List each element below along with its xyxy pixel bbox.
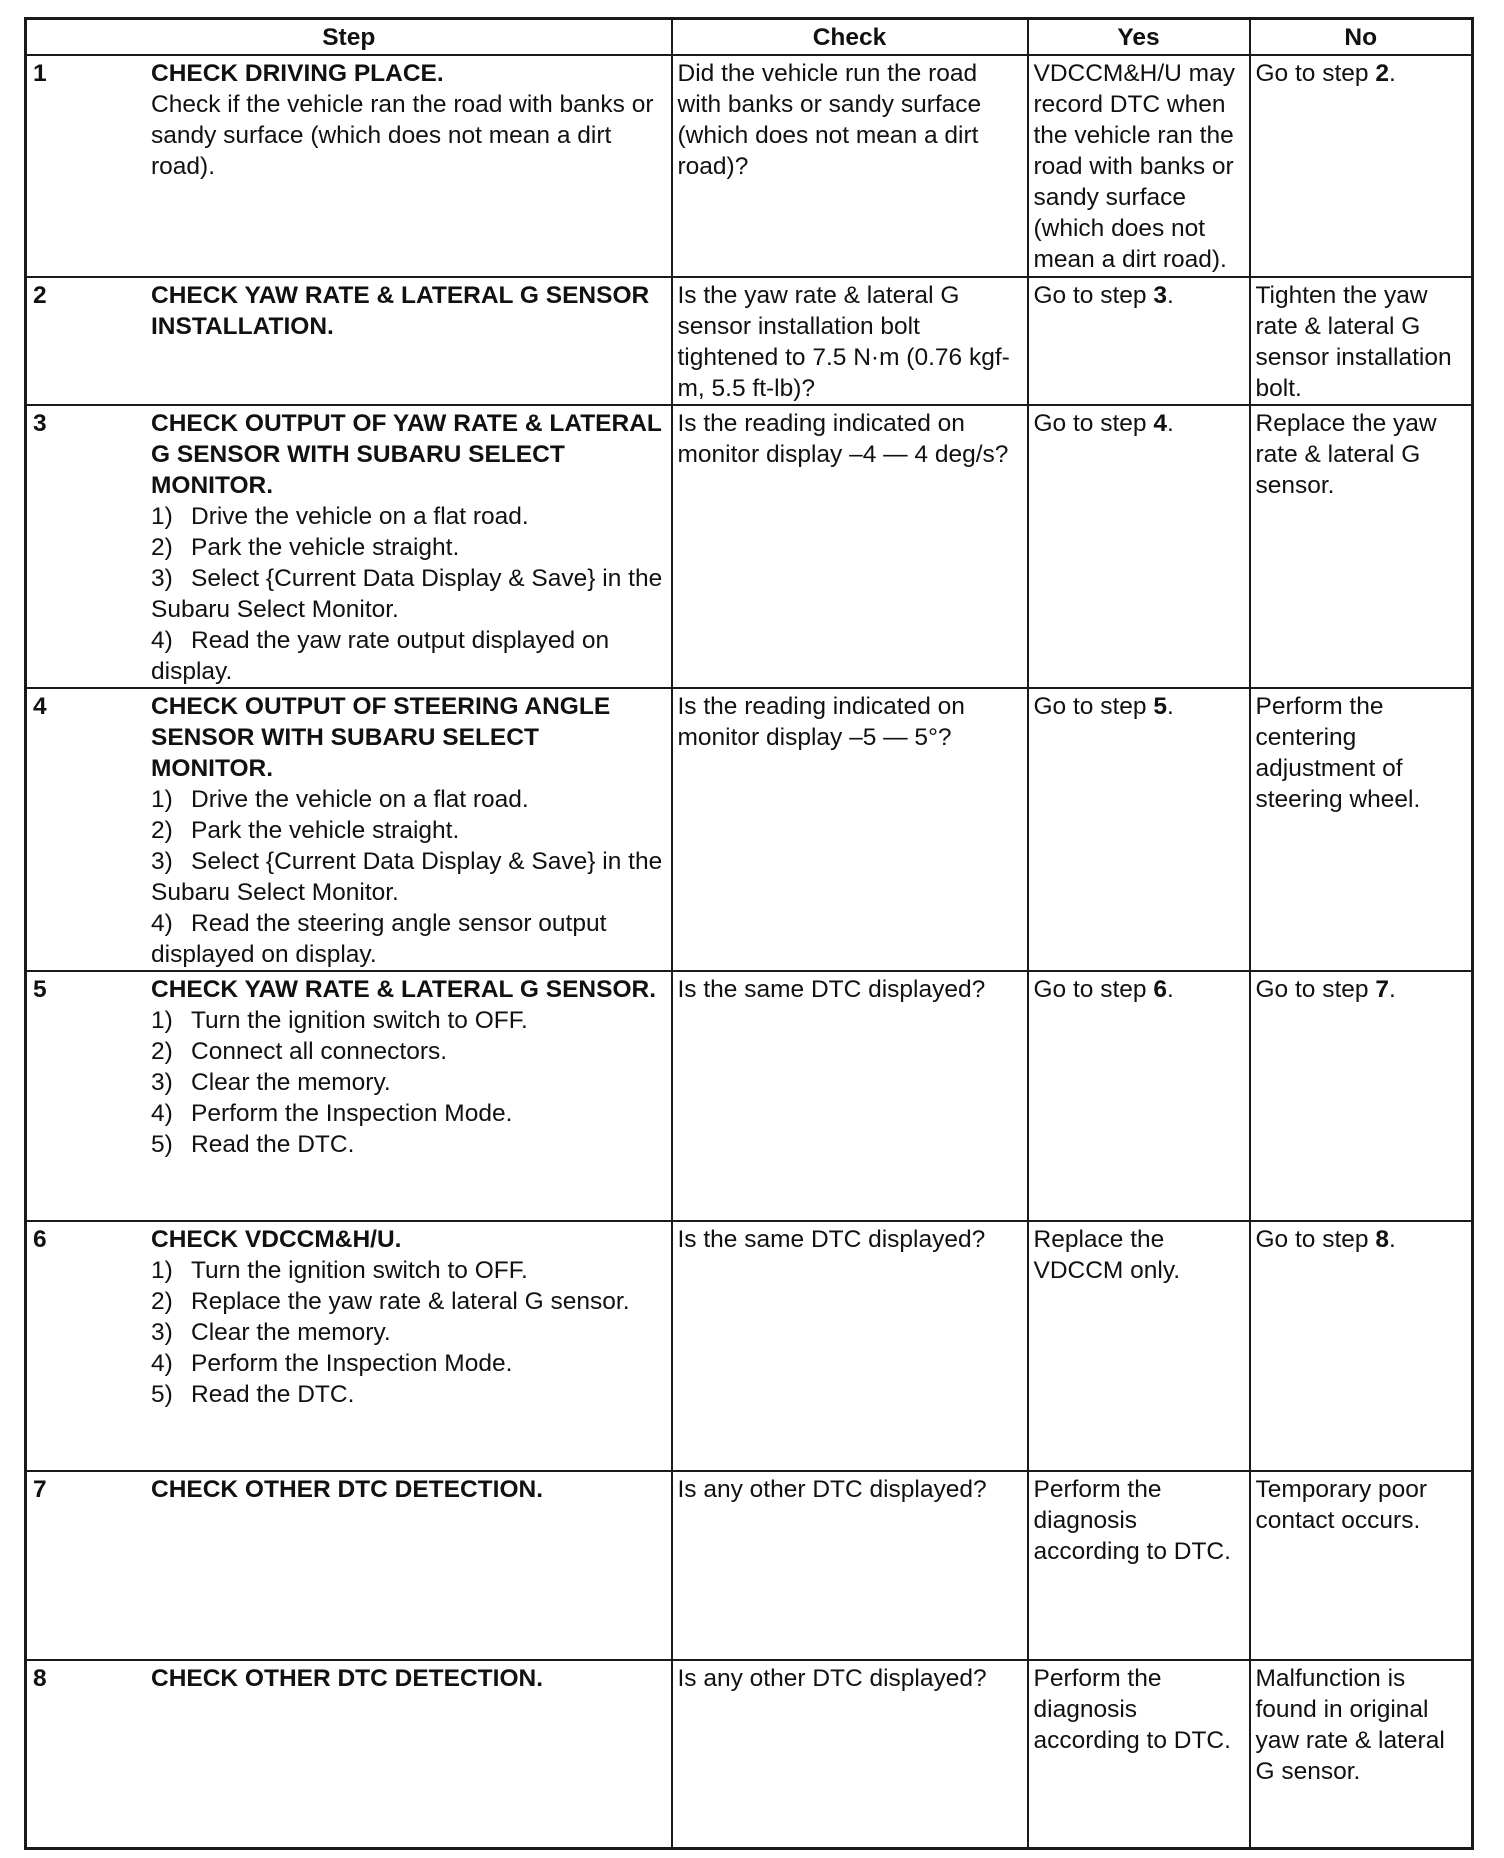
step-title: CHECK OUTPUT OF STEERING ANGLE SENSOR WITH SUBARU SELECT MONITOR. <box>151 693 611 782</box>
step-cell <box>26 1221 672 1471</box>
yes-suffix: . <box>1167 976 1174 1003</box>
no-suffix: . <box>1389 976 1396 1003</box>
step-cell <box>26 688 672 971</box>
yes-step-ref: 3 <box>1153 282 1167 309</box>
substep: 1) Drive the vehicle on a flat road. <box>151 503 529 530</box>
step-title: CHECK OTHER DTC DETECTION. <box>151 1665 543 1692</box>
no-step-ref: 2 <box>1375 60 1389 87</box>
check-cell: Is the same DTC displayed? <box>672 1221 1028 1471</box>
substep: 2) Park the vehicle straight. <box>151 817 460 844</box>
step-number: 6 <box>33 1226 47 1253</box>
step-cell <box>26 405 672 688</box>
step-cell <box>26 1660 672 1848</box>
substep: 4) Perform the Inspection Mode. <box>151 1350 513 1377</box>
check-cell: Is any other DTC displayed? <box>672 1471 1028 1660</box>
header-check: Check <box>672 19 1028 56</box>
no-cell <box>1250 971 1473 1221</box>
substep: 1) Turn the ignition switch to OFF. <box>151 1257 528 1284</box>
step-cell <box>26 55 672 277</box>
step-title: CHECK YAW RATE & LATERAL G SENSOR INSTALLATION. <box>151 282 650 340</box>
step-cell <box>26 1471 672 1660</box>
yes-suffix: . <box>1167 693 1174 720</box>
check-cell: Is the yaw rate & lateral G sensor installation bolt tightened to 7.5 N·m (0.76 kgf-m, 5.5 ft-lb)? <box>672 277 1028 405</box>
check-cell: Is the reading indicated on monitor display –5 — 5°? <box>672 688 1028 971</box>
table-row <box>26 1660 1473 1848</box>
yes-cell: Perform the diagnosis according to DTC. <box>1028 1660 1250 1848</box>
substep: 3) Select {Current Data Display & Save} in the Subaru Select Monitor. <box>151 848 663 906</box>
yes-text: Go to step <box>1033 282 1154 309</box>
substep: 3) Select {Current Data Display & Save} in the Subaru Select Monitor. <box>151 565 663 623</box>
yes-text: Go to step <box>1033 410 1154 437</box>
step-number: 4 <box>33 693 47 720</box>
no-text: Go to step <box>1255 976 1376 1003</box>
substep: 2) Replace the yaw rate & lateral G sensor. <box>151 1288 630 1315</box>
yes-cell <box>1028 277 1250 405</box>
header-row <box>26 19 1473 56</box>
no-cell: Malfunction is found in original yaw rate & lateral G sensor. <box>1250 1660 1473 1848</box>
substep: 4) Read the steering angle sensor output displayed on display. <box>151 910 607 968</box>
yes-cell: VDCCM&H/U may record DTC when the vehicle ran the road with banks or sandy surface (which does not mean a dirt road). <box>1028 55 1250 277</box>
yes-cell <box>1028 688 1250 971</box>
table-row <box>26 1221 1473 1471</box>
yes-cell: Perform the diagnosis according to DTC. <box>1028 1471 1250 1660</box>
no-cell: Temporary poor contact occurs. <box>1250 1471 1473 1660</box>
table-row <box>26 1471 1473 1660</box>
substep: 4) Read the yaw rate output displayed on display. <box>151 627 610 685</box>
table-row <box>26 55 1473 277</box>
yes-step-ref: 6 <box>1153 976 1167 1003</box>
substep: 3) Clear the memory. <box>151 1069 391 1096</box>
check-cell: Is the reading indicated on monitor display –4 — 4 deg/s? <box>672 405 1028 688</box>
table-row <box>26 405 1473 688</box>
yes-suffix: . <box>1167 410 1174 437</box>
no-suffix: . <box>1389 1226 1396 1253</box>
check-cell: Is any other DTC displayed? <box>672 1660 1028 1848</box>
yes-suffix: . <box>1167 282 1174 309</box>
step-title: CHECK OTHER DTC DETECTION. <box>151 1476 543 1503</box>
substep: 2) Park the vehicle straight. <box>151 534 460 561</box>
diagnostic-table <box>24 17 1474 1850</box>
step-number: 8 <box>33 1665 47 1692</box>
step-cell <box>26 277 672 405</box>
yes-step-ref: 5 <box>1153 693 1167 720</box>
no-step-ref: 8 <box>1375 1226 1389 1253</box>
substep: 2) Connect all connectors. <box>151 1038 448 1065</box>
no-suffix: . <box>1389 60 1396 87</box>
step-title: CHECK YAW RATE & LATERAL G SENSOR. <box>151 976 657 1003</box>
step-number: 7 <box>33 1476 47 1503</box>
no-cell: Replace the yaw rate & lateral G sensor. <box>1250 405 1473 688</box>
check-cell: Did the vehicle run the road with banks or sandy surface (which does not mean a dirt road)? <box>672 55 1028 277</box>
step-number: 1 <box>33 60 47 87</box>
substep: 4) Perform the Inspection Mode. <box>151 1100 513 1127</box>
no-cell: Tighten the yaw rate & lateral G sensor installation bolt. <box>1250 277 1473 405</box>
no-step-ref: 7 <box>1375 976 1389 1003</box>
table-row <box>26 277 1473 405</box>
step-title: CHECK OUTPUT OF YAW RATE & LATERAL G SENSOR WITH SUBARU SELECT MONITOR. <box>151 410 662 499</box>
step-title: CHECK DRIVING PLACE. <box>151 60 444 87</box>
step-description: Check if the vehicle ran the road with banks or sandy surface (which does not mean a dirt road). <box>151 91 654 180</box>
no-text: Go to step <box>1255 1226 1376 1253</box>
step-number: 3 <box>33 410 47 437</box>
step-cell <box>26 971 672 1221</box>
header-yes: Yes <box>1028 19 1250 56</box>
step-title: CHECK VDCCM&H/U. <box>151 1226 402 1253</box>
substep: 5) Read the DTC. <box>151 1131 355 1158</box>
no-cell <box>1250 1221 1473 1471</box>
step-number: 5 <box>33 976 47 1003</box>
yes-step-ref: 4 <box>1153 410 1167 437</box>
substep: 1) Turn the ignition switch to OFF. <box>151 1007 528 1034</box>
header-no: No <box>1250 19 1473 56</box>
step-number: 2 <box>33 282 47 309</box>
table-row <box>26 971 1473 1221</box>
header-step: Step <box>26 19 672 56</box>
table-row <box>26 688 1473 971</box>
substep: 1) Drive the vehicle on a flat road. <box>151 786 529 813</box>
check-cell: Is the same DTC displayed? <box>672 971 1028 1221</box>
yes-cell: Replace the VDCCM only. <box>1028 1221 1250 1471</box>
no-cell: Perform the centering adjustment of steering wheel. <box>1250 688 1473 971</box>
yes-text: Go to step <box>1033 693 1154 720</box>
substep: 3) Clear the memory. <box>151 1319 391 1346</box>
yes-cell <box>1028 971 1250 1221</box>
substep: 5) Read the DTC. <box>151 1381 355 1408</box>
yes-text: Go to step <box>1033 976 1154 1003</box>
yes-cell <box>1028 405 1250 688</box>
no-cell <box>1250 55 1473 277</box>
no-text: Go to step <box>1255 60 1376 87</box>
